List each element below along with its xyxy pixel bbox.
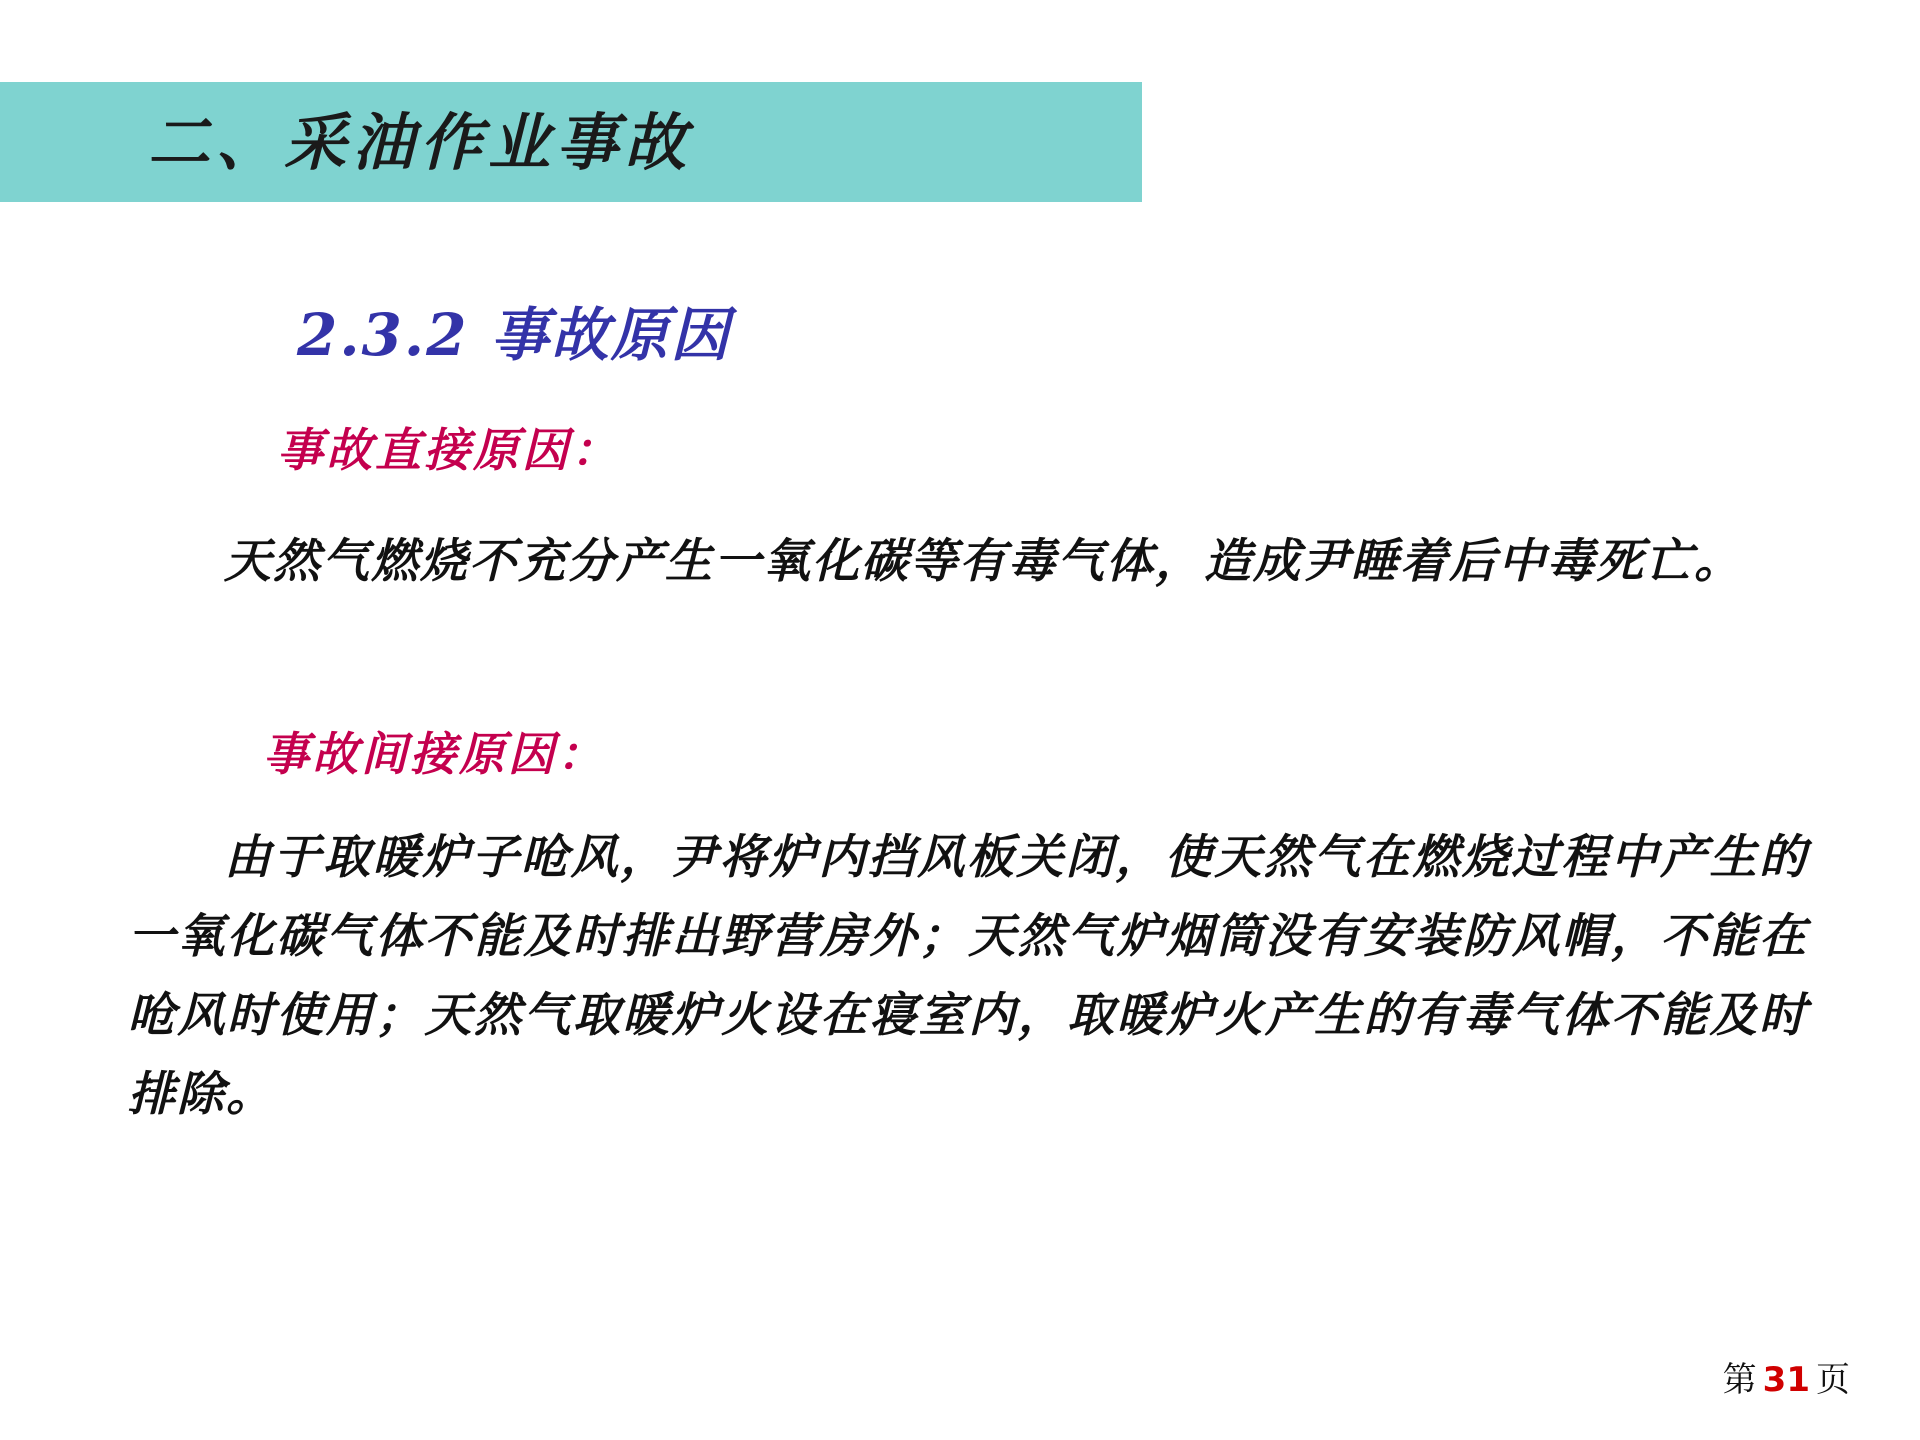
indirect-cause-paragraph: 由于取暖炉子呛风，尹将炉内挡风板关闭，使天然气在燃烧过程中产生的一氧化碳气体不能及时排出野营房外；天然气炉烟筒没有安装防风帽，不能在呛风时使用；天然气取暖炉火设在寝室内，取暖炉火产生的有毒气体不能及时排除。: [128, 830, 1808, 1122]
direct-cause-heading: 事故直接原因：: [277, 423, 620, 477]
page-number-prefix: 第: [1722, 1360, 1757, 1400]
page-number-value: 31: [1762, 1360, 1810, 1400]
direct-cause-paragraph: 天然气燃烧不充分产生一氧化碳等有毒气体，造成尹睡着后中毒死亡。: [224, 534, 1743, 589]
page-number: [1723, 1358, 1850, 1402]
section-number-heading: 2.3.2 事故原因: [297, 301, 731, 369]
page-number-suffix: 页: [1816, 1360, 1850, 1400]
header-title: 二、采油作业事故: [148, 106, 693, 179]
indirect-cause-heading: 事故间接原因：: [263, 727, 606, 781]
